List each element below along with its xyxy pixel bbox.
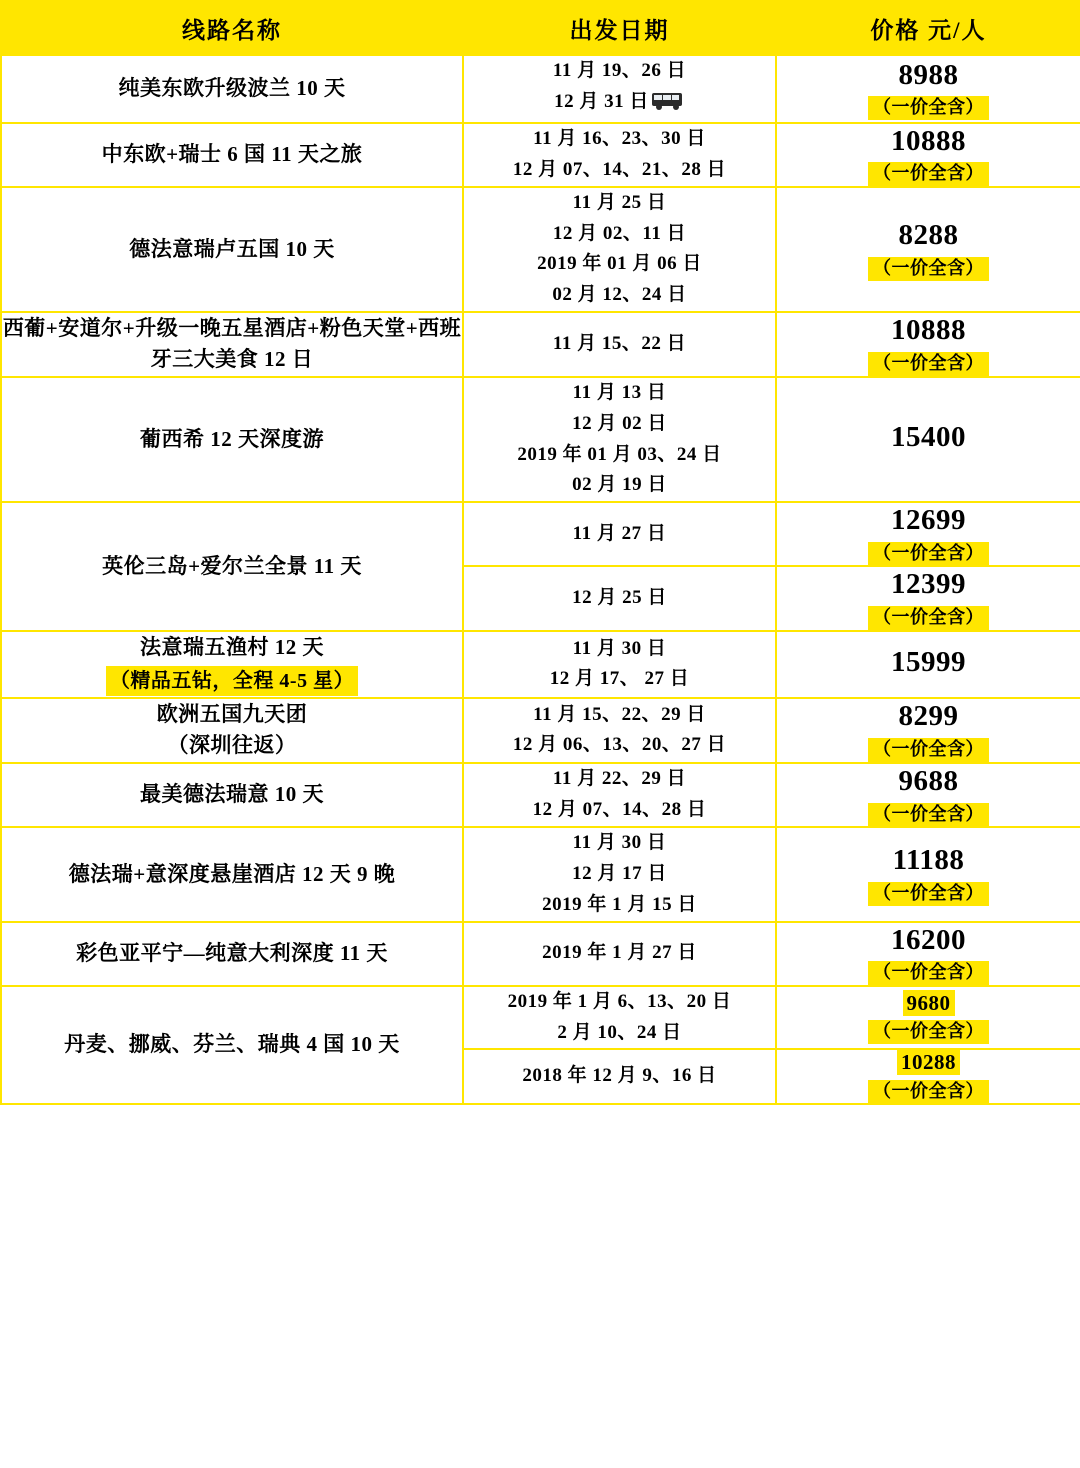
all-inclusive-badge: （一价全含） [868,606,989,630]
departure-date-cell [463,55,776,123]
price-value: 15400 [891,421,966,454]
price-value: 11188 [892,844,965,877]
route-name-cell [1,187,463,312]
route-name-text: 葡西希 12 天深度游 [140,426,324,451]
price-cell [776,55,1080,123]
price-value: 8288 [898,219,959,252]
route-name-text: 西葡+安道尔+升级一晚五星酒店+粉色天堂+西班牙三大美食 12 日 [2,315,462,372]
all-inclusive-badge: （一价全含） [868,1080,989,1104]
departure-date-line: 11 月 22、29 日 [552,768,687,790]
all-inclusive-badge: （一价全含） [868,352,989,376]
departure-date-line: 12 月 25 日 [572,587,667,609]
route-name-cell [1,312,463,377]
departure-date-line: 11 月 16、23、30 日 [533,127,706,149]
price-cell [776,631,1080,698]
route-name-cell [1,698,463,763]
departure-date-line: 11 月 13 日 [572,381,667,403]
price-cell [776,123,1080,187]
departure-date-line: 2019 年 01 月 06 日 [537,253,702,275]
route-name-cell [1,763,463,827]
table-row [1,123,1080,187]
price-value: 10888 [891,124,966,157]
route-name-text: 中东欧+瑞士 6 国 11 天之旅 [101,141,363,166]
price-value: 8988 [898,58,959,91]
price-cell [776,377,1080,502]
price-cell [776,763,1080,827]
table-row [1,631,1080,698]
departure-date-line: 11 月 19、26 日 [552,60,687,81]
departure-date-line: 12 月 17、 27 日 [549,668,690,690]
column-header-price: 价格 元/人 [776,1,1080,55]
departure-date-line: 2019 年 1 月 27 日 [542,942,697,964]
departure-date-cell [463,763,776,827]
departure-date-line: 2019 年 01 月 03、24 日 [517,443,722,465]
all-inclusive-badge: （一价全含） [868,96,989,120]
price-value: 15999 [891,645,966,678]
price-value: 9688 [898,764,959,797]
departure-date-cell [463,312,776,377]
all-inclusive-badge: （一价全含） [868,803,989,827]
price-value: 10888 [891,314,966,347]
route-name-text: 欧洲五国九天团 [156,701,308,726]
departure-date-line: 2018 年 12 月 9、16 日 [522,1065,717,1087]
departure-date-line: 12 月 07、14、21、28 日 [512,158,727,180]
price-value: 16200 [891,923,966,956]
departure-date-cell [463,377,776,502]
departure-date-line: 12 月 02、11 日 [552,222,687,244]
departure-date-line: 2 月 10、24 日 [557,1021,682,1043]
departure-date-cell [463,698,776,763]
table-row [1,763,1080,827]
route-name-text: 最美德法瑞意 10 天 [140,782,324,807]
route-name-text: 英伦三岛+爱尔兰全景 11 天 [102,553,362,578]
departure-date-cell [463,827,776,921]
table-body [1,55,1080,1104]
departure-date-line: 12 月 07、14、28 日 [532,799,707,821]
departure-date-cell [463,631,776,698]
bus-icon [651,91,685,122]
route-name-cell [1,123,463,187]
table-row [1,312,1080,377]
departure-date-cell [463,986,776,1050]
column-header-departure-date: 出发日期 [463,1,776,55]
departure-date-line: 11 月 15、22 日 [552,333,687,355]
price-cell [776,827,1080,921]
departure-date-line: 2019 年 1 月 6、13、20 日 [507,990,732,1012]
route-name-text: 纯美东欧升级波兰 10 天 [118,76,346,101]
departure-date-line: 12 月 02 日 [572,412,667,434]
price-cell [776,187,1080,312]
departure-date-line: 11 月 27 日 [572,522,667,544]
price-value: 9680 [777,991,1080,1016]
departure-date-line: 11 月 30 日 [572,637,667,659]
price-cell [776,502,1080,566]
departure-date-line: 12 月 17 日 [572,862,667,884]
price-cell [776,566,1080,630]
price-value: 12399 [891,568,966,601]
route-name-text: 法意瑞五渔村 12 天 [140,634,324,659]
table-row [1,986,1080,1050]
departure-date-cell [463,123,776,187]
price-value: 10288 [777,1050,1080,1075]
price-value: 8299 [898,700,959,733]
departure-date-cell [463,566,776,630]
route-name-cell [1,502,463,631]
route-name-text: 彩色亚平宁—纯意大利深度 11 天 [76,940,388,965]
all-inclusive-badge: （一价全含） [868,882,989,906]
departure-date-line: 12 月 31 日 [464,87,775,122]
table-header-row [1,1,1080,55]
price-cell [776,922,1080,986]
table-row [1,827,1080,921]
price-cell [776,312,1080,377]
departure-date-line: 11 月 25 日 [572,191,667,213]
table-row [1,922,1080,986]
all-inclusive-badge: （一价全含） [868,542,989,566]
route-name-text: 德法瑞+意深度悬崖酒店 12 天 9 晚 [68,861,396,886]
all-inclusive-badge: （一价全含） [868,1020,989,1044]
table-row [1,502,1080,566]
column-header-route-name: 线路名称 [1,1,463,55]
route-name-cell [1,631,463,698]
route-name-cell [1,377,463,502]
departure-date-cell [463,1049,776,1104]
all-inclusive-badge: （一价全含） [868,257,989,281]
price-cell [776,1049,1080,1104]
departure-date-line: 11 月 30 日 [572,832,667,854]
route-name-text: （深圳往返） [167,733,297,758]
price-cell [776,698,1080,763]
table-row [1,377,1080,502]
route-name-subtitle: （精品五钻，全程 4-5 星） [106,666,358,696]
departure-date-cell [463,502,776,566]
departure-date-line: 12 月 06、13、20、27 日 [512,734,727,756]
route-name-cell [1,922,463,986]
all-inclusive-badge: （一价全含） [868,162,989,186]
departure-date-line: 11 月 15、22、29 日 [533,703,706,725]
departure-date-line: 02 月 19 日 [572,474,667,496]
table-row [1,698,1080,763]
all-inclusive-badge: （一价全含） [868,738,989,762]
table-row [1,187,1080,312]
departure-date-cell [463,187,776,312]
price-value: 12699 [891,504,966,537]
route-name-text: 丹麦、挪威、芬兰、瑞典 4 国 10 天 [64,1032,400,1057]
departure-date-cell [463,922,776,986]
all-inclusive-badge: （一价全含） [868,961,989,985]
departure-date-line: 2019 年 1 月 15 日 [542,893,697,915]
route-name-cell [1,827,463,921]
table-row [1,55,1080,123]
route-name-cell [1,986,463,1104]
price-cell [776,986,1080,1050]
route-name-cell [1,55,463,123]
route-name-text: 德法意瑞卢五国 10 天 [129,236,335,261]
departure-date-line: 02 月 12、24 日 [552,284,687,306]
